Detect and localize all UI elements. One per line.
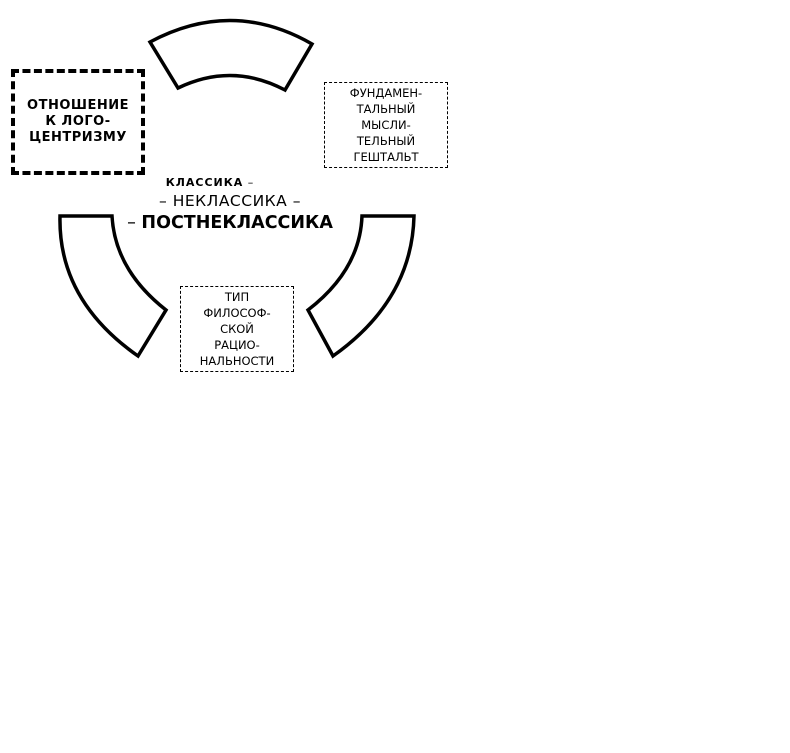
nonclassic-label: – НЕКЛАССИКА – (159, 192, 301, 210)
center-line-postnonclassic (110, 213, 350, 233)
box-gestalt (324, 82, 448, 168)
box-logocentrism-label: ОТНОШЕНИЕ К ЛОГО- ЦЕНТРИЗМУ (27, 98, 129, 145)
box-logocentrism (11, 69, 145, 175)
box-gestalt-label: ФУНДАМЕН- ТАЛЬНЫЙ МЫСЛИ- ТЕЛЬНЫЙ ГЕШТАЛЬТ (349, 86, 423, 164)
postnonclassic-label: ПОСТНЕКЛАССИКА (141, 213, 333, 233)
arc-segment-top (150, 20, 312, 90)
center-line-nonclassic (140, 192, 320, 210)
box-rationality-label: ТИП ФИЛОСОФ- СКОЙ РАЦИО- НАЛЬНОСТИ (199, 290, 275, 368)
arc-segment-right (308, 216, 414, 356)
center-line-classic (150, 176, 270, 189)
arc-segment-left (60, 216, 166, 356)
box-rationality (180, 286, 294, 372)
postnonclassic-dash: – (127, 213, 142, 233)
classic-label: КЛАССИКА (165, 176, 244, 189)
classic-dash: – (243, 176, 255, 189)
